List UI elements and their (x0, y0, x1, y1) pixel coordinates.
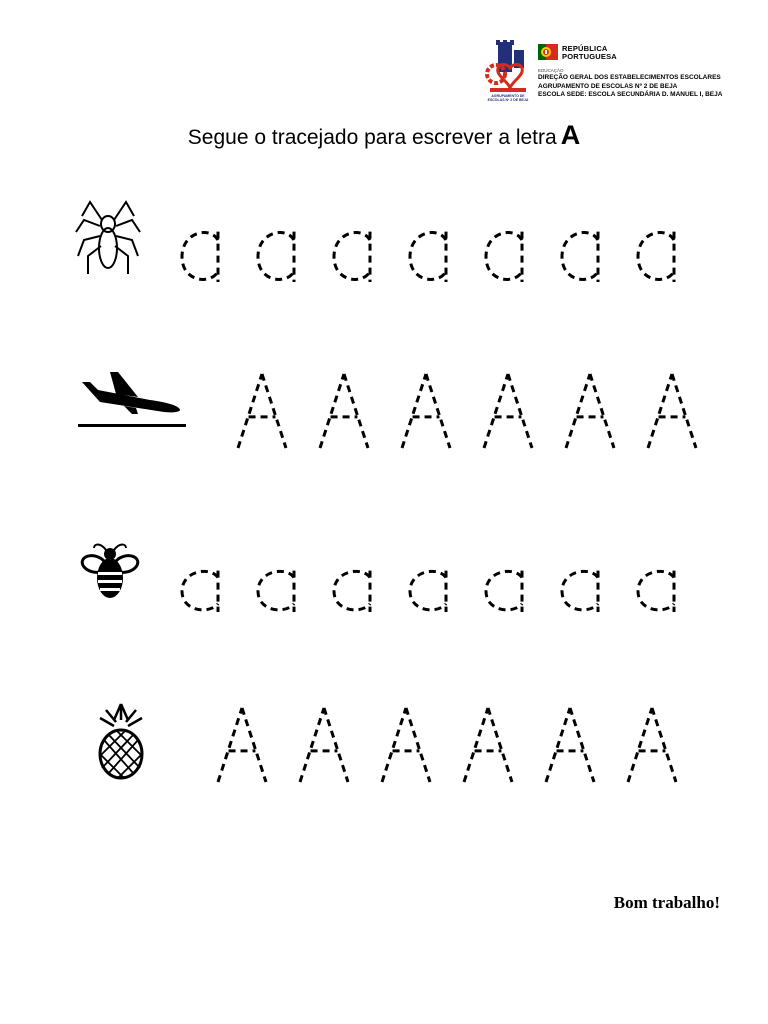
traced-letter-a-upper (218, 708, 266, 782)
traced-letter-a-lower (638, 571, 674, 612)
institution-line1: DIREÇÃO GERAL DOS ESTABELECIMENTOS ESCOLARES (538, 74, 721, 81)
traced-letter-a-lower (486, 571, 522, 612)
page-header (484, 40, 734, 104)
gov-name-line2: PORTUGUESA (562, 52, 617, 61)
trace-row-uppercase-1 (218, 372, 718, 450)
traced-letter-a-upper (320, 374, 368, 448)
traced-letter-a-upper (402, 374, 450, 448)
traced-letter-a-lower (182, 571, 218, 612)
school-caption: AGRUPAMENTO DE ESCOLAS Nº 2 DE BEJA (487, 94, 529, 102)
airplane-landing-icon (76, 370, 188, 432)
worksheet-title (0, 120, 768, 151)
traced-letter-a-lower (638, 232, 674, 282)
traced-letter-a-lower (562, 232, 598, 282)
trace-row-uppercase-2 (198, 706, 698, 786)
traced-letter-a-lower (410, 232, 446, 282)
trace-row-lowercase-1 (160, 214, 720, 288)
title-letter: A (560, 120, 581, 150)
traced-letter-a-lower (334, 232, 370, 282)
gov-name-line1: REPÚBLICA (562, 44, 608, 53)
traced-letter-a-lower (562, 571, 598, 612)
traced-letter-a-lower (258, 571, 294, 612)
institution-line3: ESCOLA SEDE: ESCOLA SECUNDÁRIA D. MANUEL I, BEJA (538, 91, 723, 98)
traced-letter-a-upper (464, 708, 512, 782)
ministry-label: EDUCAÇÃO (538, 68, 564, 73)
bee-icon (80, 540, 140, 604)
traced-letter-a-upper (300, 708, 348, 782)
institution-line2: AGRUPAMENTO DE ESCOLAS Nº 2 DE BEJA (538, 82, 678, 90)
traced-letter-a-upper (648, 374, 696, 448)
traced-letter-a-upper (382, 708, 430, 782)
traced-letter-a-lower (334, 571, 370, 612)
closing-message: Bom trabalho! (613, 893, 720, 912)
portuguese-republic-emblem (538, 42, 558, 62)
traced-letter-a-upper (546, 708, 594, 782)
school-crest-logo (484, 40, 532, 102)
traced-letter-a-upper (484, 374, 532, 448)
traced-letter-a-lower (486, 232, 522, 282)
government-name (562, 45, 672, 61)
traced-letter-a-upper (238, 374, 286, 448)
traced-letter-a-lower (182, 232, 218, 282)
pineapple-icon (94, 702, 148, 782)
trace-row-lowercase-2 (160, 560, 720, 618)
traced-letter-a-upper (566, 374, 614, 448)
traced-letter-a-lower (258, 232, 294, 282)
traced-letter-a-lower (410, 571, 446, 612)
institution-lines (538, 68, 738, 100)
traced-letter-a-upper (628, 708, 676, 782)
spider-icon (74, 196, 142, 278)
title-text: Segue o tracejado para escrever a letra (187, 126, 557, 149)
